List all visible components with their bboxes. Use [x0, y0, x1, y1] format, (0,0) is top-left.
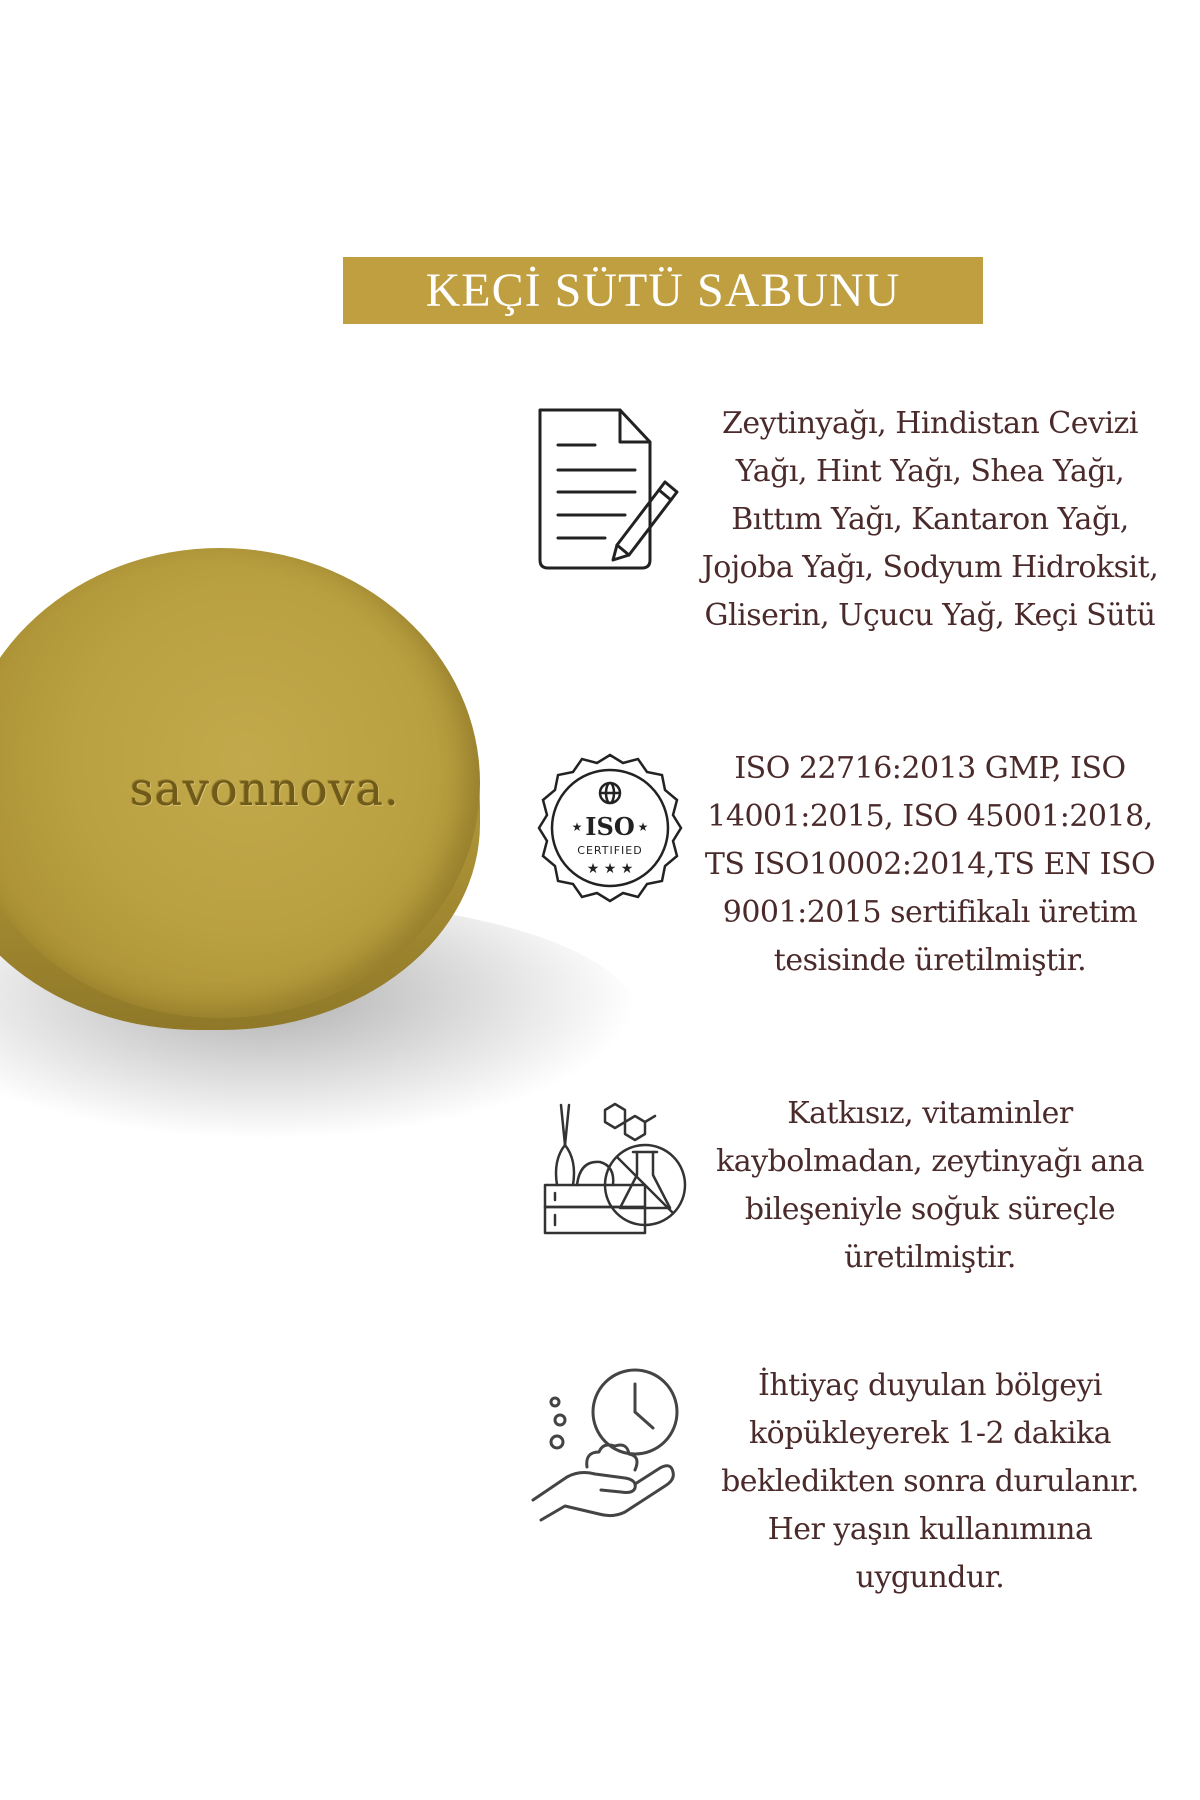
hand-foam-clock-icon [525, 1362, 695, 1552]
feature-iso-certification [525, 745, 1165, 985]
feature-ingredients [525, 400, 1165, 640]
iso-certified-badge-icon [525, 745, 695, 935]
svg-text:★: ★ [637, 820, 649, 834]
ingredients-text: Zeytinyağı, Hindistan Cevizi Yağı, Hint Yağı, Shea Yağı, Bıttım Yağı, Kantaron Yağı, Jojoba Yağı, Sodyum Hidroksit, Gliserin, Uçucu Yağ, Keçi Sütü [701, 406, 1159, 633]
page-title: KEÇİ SÜTÜ SABUNU [425, 263, 901, 317]
natural-process-text: Katkısız, vitaminler kaybolmadan, zeytinyağı ana bileşeniyle soğuk süreçle üretilmiştir. [716, 1096, 1144, 1275]
natural-no-chemicals-icon [525, 1090, 695, 1280]
svg-text:★ ★ ★: ★ ★ ★ [586, 861, 634, 877]
document-pencil-icon [525, 400, 695, 590]
usage-text: İhtiyaç duyulan bölgeyi köpükleyerek 1-2 dakika bekledikten sonra durulanır. Her yaşın kullanımına uygundur. [721, 1368, 1139, 1595]
iso-badge-main: ISO [585, 812, 635, 841]
feature-usage [525, 1362, 1165, 1602]
soap-brand-imprint: savonnova. [130, 762, 400, 816]
svg-text:★: ★ [571, 820, 583, 834]
title-banner [343, 257, 983, 324]
iso-badge-sub: CERTIFIED [577, 844, 643, 857]
feature-natural-process [525, 1090, 1165, 1282]
iso-text: ISO 22716:2013 GMP, ISO 14001:2015, ISO 45001:2018, TS ISO10002:2014,TS EN ISO 9001:2015 sertifikalı üretim tesisinde üretilmiştir. [704, 751, 1156, 978]
